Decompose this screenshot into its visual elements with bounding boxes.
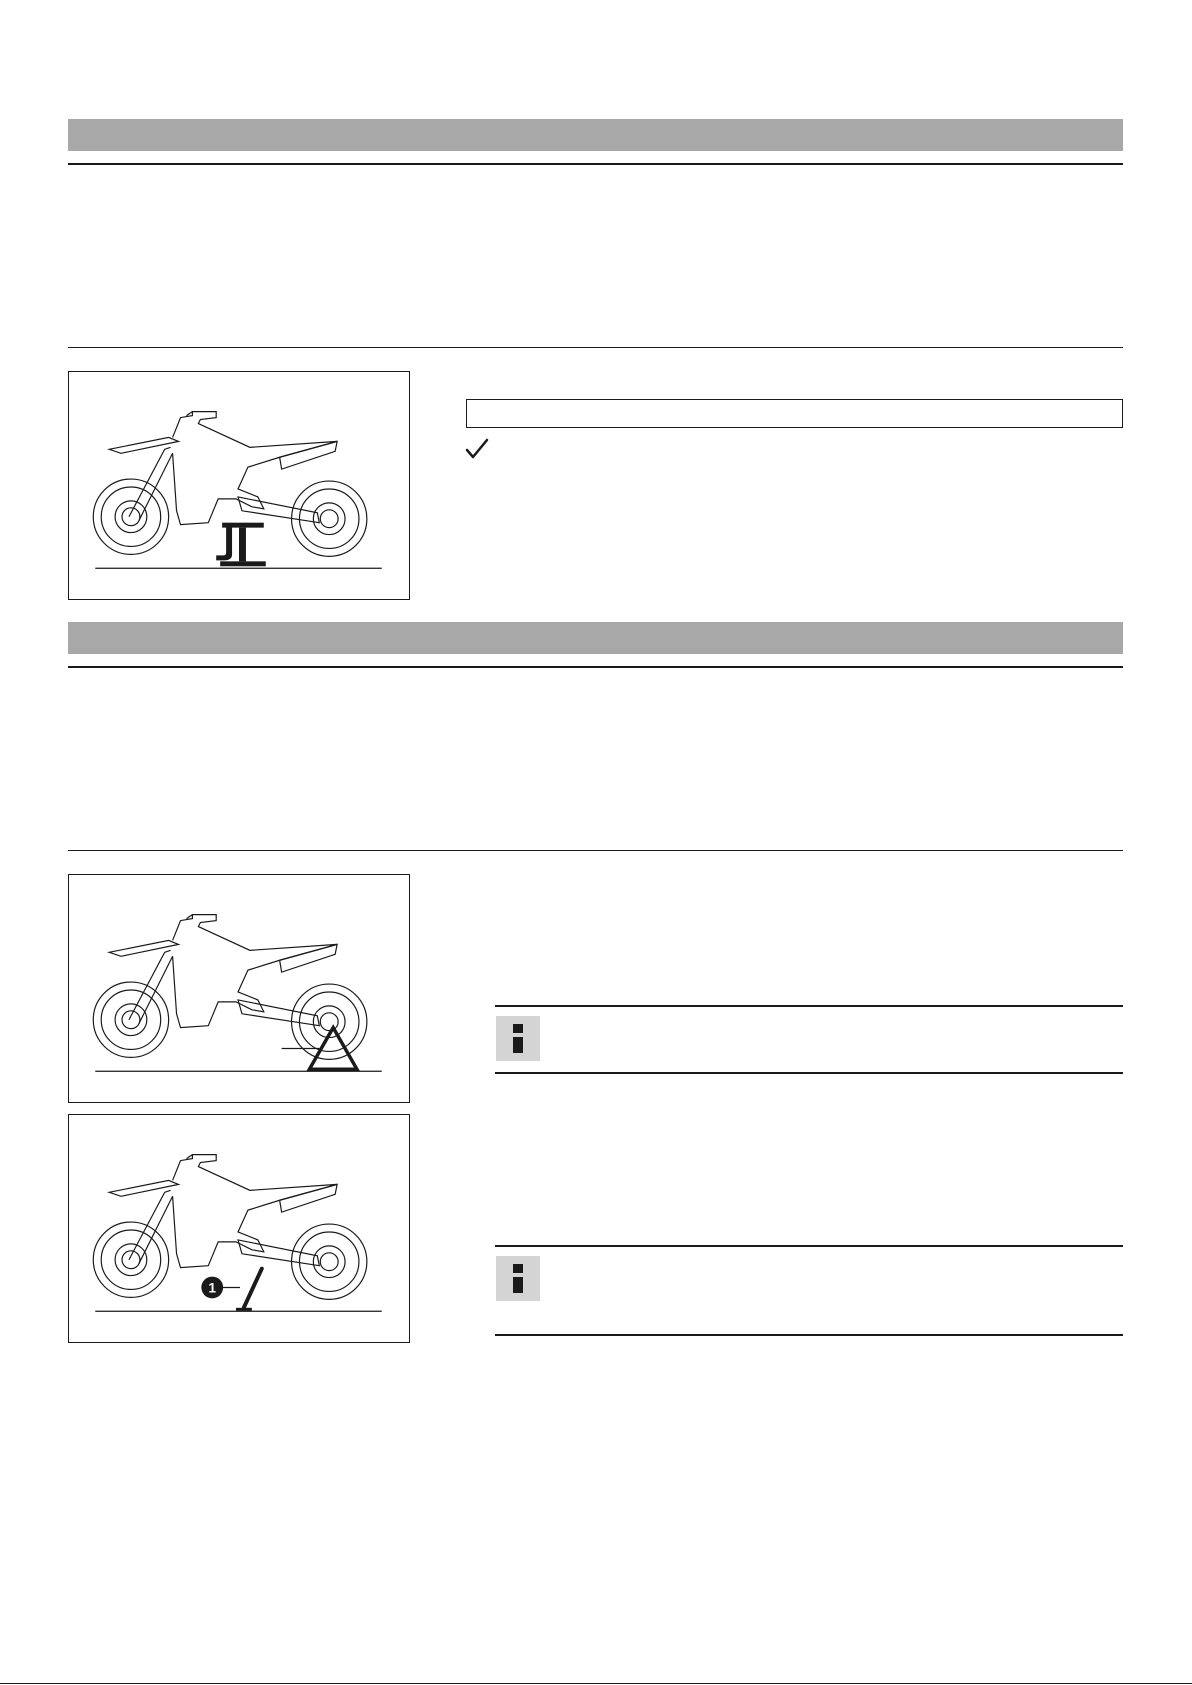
figure-bike-on-side-stand	[68, 1114, 410, 1343]
section-rule-bottom-1	[68, 347, 1123, 348]
info-note-1-badge	[496, 1016, 540, 1061]
section-rule-top-2	[68, 666, 1123, 668]
marker-1-label: 1	[208, 1279, 217, 1296]
info-note-2-badge	[496, 1256, 540, 1301]
condition-box	[466, 399, 1123, 428]
section-header-bar-2	[68, 622, 1123, 654]
section-rule-bottom-2	[68, 850, 1123, 851]
info-icon	[496, 1016, 540, 1061]
section-header-bar-1	[68, 119, 1123, 151]
checkmark-icon	[464, 436, 490, 462]
figure-bike-on-lift-stand	[68, 371, 410, 600]
condition-text	[467, 407, 475, 422]
info-note-1-bottom-rule	[495, 1072, 1123, 1074]
section-rule-top-1	[68, 163, 1123, 165]
info-note-1-top-rule	[495, 1005, 1123, 1007]
info-note-2-bottom-rule	[495, 1334, 1123, 1336]
info-note-2-top-rule	[495, 1245, 1123, 1247]
page-footer-rule	[0, 1683, 1192, 1684]
figure-bike-with-triangle	[68, 874, 410, 1103]
info-icon	[496, 1256, 540, 1301]
